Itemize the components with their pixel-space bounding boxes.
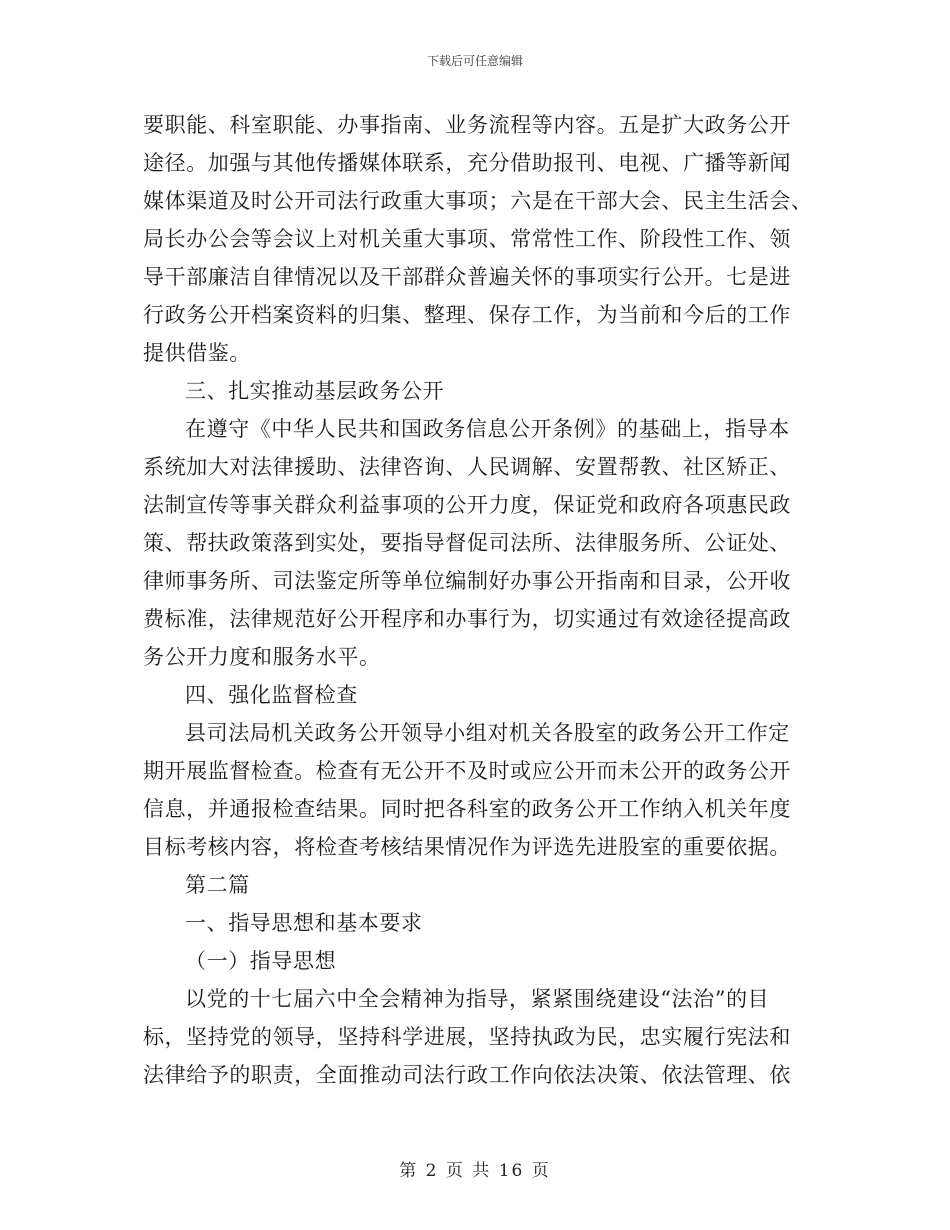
text-line: 系统加大对法律援助、法律咨询、人民调解、安置帮教、社区矫正、 xyxy=(143,455,791,479)
text-line: 以党的十七届六中全会精神为指导，紧紧围绕建设“法治”的目 xyxy=(185,987,770,1011)
text-line: 费标准，法律规范好公开程序和办事行为，切实通过有效途径提高政 xyxy=(143,607,791,631)
text-line: 要职能、科室职能、办事指南、业务流程等内容。五是扩大政务公开 xyxy=(143,113,791,137)
text-line: 局长办公会等会议上对机关重大事项、常常性工作、阶段性工作、领 xyxy=(143,227,791,251)
text-line: 导干部廉洁自律情况以及干部群众普遍关怀的事项实行公开。七是进 xyxy=(143,265,791,289)
text-line: 律师事务所、司法鉴定所等单位编制好办事公开指南和目录，公开收 xyxy=(143,569,791,593)
text-line: 期开展监督检查。检查有无公开不及时或应公开而未公开的政务公开 xyxy=(143,759,791,783)
text-line: 法律给予的职责，全面推动司法行政工作向依法决策、依法管理、依 xyxy=(143,1063,791,1087)
text-line: 标，坚持党的领导，坚持科学进展，坚持执政为民，忠实履行宪法和 xyxy=(143,1025,791,1049)
text-line: 第二篇 xyxy=(185,873,250,897)
page-number-footer: 第 2 页 共 16 页 xyxy=(399,1161,551,1181)
document-body xyxy=(143,106,815,1094)
text-line: 法制宣传等事关群众利益事项的公开力度，保证党和政府各项惠民政 xyxy=(143,493,791,517)
text-line: 目标考核内容，将检查考核结果情况作为评选先进股室的重要依据。 xyxy=(143,835,791,859)
text-line: 信息，并通报检查结果。同时把各科室的政务公开工作纳入机关年度 xyxy=(143,797,791,821)
text-line: 县司法局机关政务公开领导小组对机关各股室的政务公开工作定 xyxy=(185,721,790,745)
text-line: 务公开力度和服务水平。 xyxy=(143,645,381,669)
text-line: 在遵守《中华人民共和国政务信息公开条例》的基础上，指导本 xyxy=(185,417,790,441)
text-line: 提供借鉴。 xyxy=(143,341,251,365)
text-line: 一、指导思想和基本要求 xyxy=(185,911,423,935)
text-line: 三、扎实推动基层政务公开 xyxy=(185,379,445,403)
text-line: 途径。加强与其他传播媒体联系，充分借助报刊、电视、广播等新闻 xyxy=(143,151,791,175)
text-line: 策、帮扶政策落到实处，要指导督促司法所、法律服务所、公证处、 xyxy=(143,531,791,555)
text-line: 四、强化监督检查 xyxy=(185,683,358,707)
text-line: 媒体渠道及时公开司法行政重大事项；六是在干部大会、民主生活会、 xyxy=(143,189,813,213)
page-header-note: 下载后可任意编辑 xyxy=(426,54,523,68)
text-line: 行政务公开档案资料的归集、整理、保存工作，为当前和今后的工作 xyxy=(143,303,791,327)
text-line: （一）指导思想 xyxy=(185,949,337,973)
